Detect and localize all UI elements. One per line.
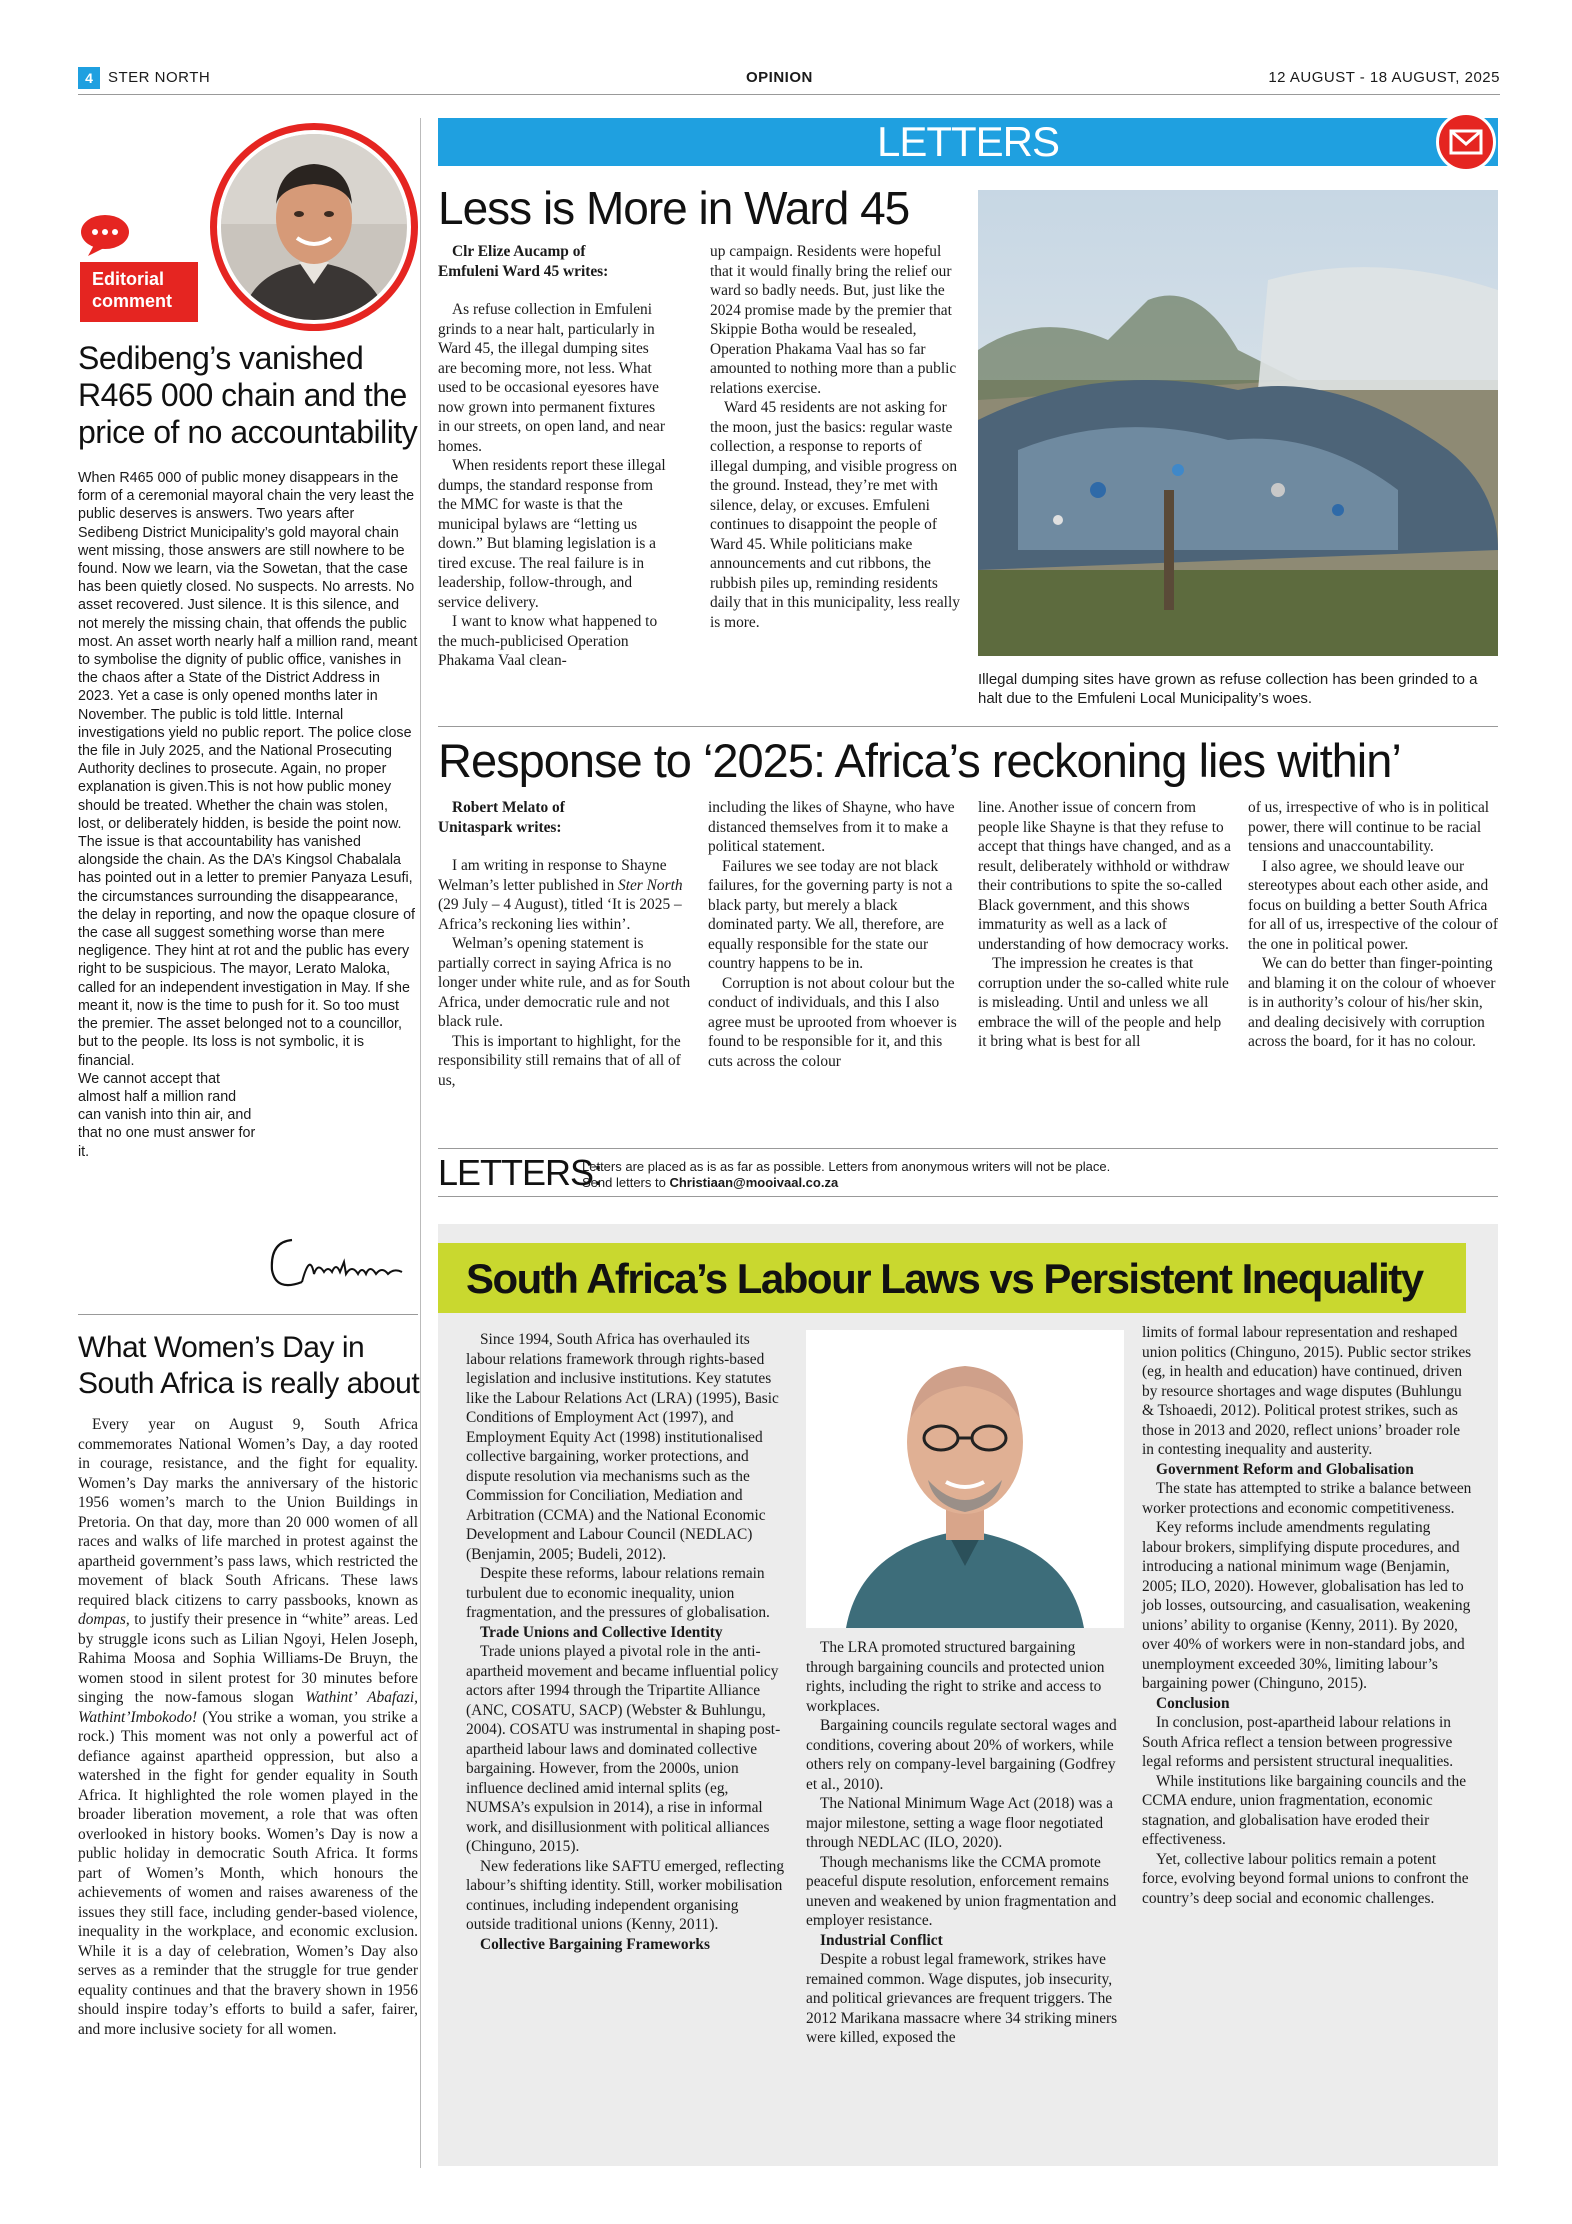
- header-rule: [78, 94, 1500, 95]
- womens-day-body: [78, 1415, 418, 2039]
- womens-day-paragraph: Every year on August 9, South Africa commemorates National Women’s Day, a day rooted in courage, resistance, and the fight for equality. Women’s Day marks the anniversary of the historic 1956 women’s march to the Union Buildings in Pretoria. On that day, more than 20 000 women of all races and walks of life marched in protest against the apartheid government’s pass laws, which restricted the movement of black South Africans. These laws required black citizens to carry passbooks, known as dompas, to justify their presence in “white” areas. Led by struggle icons such as Lilian Ngoyi, Helen Joseph, Rahima Moosa and Sophia Williams-De Bruyn, the women stood in silent protest for 30 minutes before singing the now-famous slogan Wathint’ Abafazi, Wathint’Imbokodo! (You strike a woman, you strike a rock.) This moment was not only a powerful act of defiance against apartheid oppression, but also a watershed in the fight for gender equality in South Africa. It highlighted the role women played in the broader liberation movement, a role that was often overlooked in history books. Women’s Day is now a public holiday in democratic South Africa. It forms part of Women’s Month, which honours the achievements of women and raises awareness of the issues they still face, including gender-based violence, inequality in the workplace, and economic exclusion. While it is a day of celebration, Women’s Day also serves as a reminder that the struggle for true gender equality continues and that the bravery shown in 1956 should inspire today’s efforts to build a safer, fairer, and more inclusive society for all women.: [78, 1416, 419, 2038]
- response-headline: Response to ‘2025: Africa’s reckoning lies within’: [438, 734, 1401, 787]
- section-rule: [78, 1314, 418, 1315]
- ward45-paragraph: As refuse collection in Emfuleni grinds to a near halt, particularly in Ward 45, the illegal dumping sites are becoming more, not less. What used to be occasional eyesores have now grown into permanent fixtures in our streets, on open land, and near homes.: [438, 301, 665, 455]
- editorial-paragraph: When R465 000 of public money disappears in the form of a ceremonial mayoral chain the very least the public deserves is answers. Two years after Sedibeng District Municipality’s gold mayoral chain went missing, those answers are still nowhere to be found. Now we learn, via the Sowetan, that the case has been quietly closed. No suspects. No arrests. No asset recovered. Just silence. It is this silence, and not merely the missing chain, that offends the public most. An asset worth nearly half a million rand, meant to symbolise the dignity of public office, vanishes in the chaos after a State of the District Address in 2023. Yet a case is only opened months later in November. The public is told little. Internal investigations yield no public report. The police close the file in July 2025, and the National Prosecuting Authority declines to prosecute. Again, no proper explanation is given.This is not how public money should be treated. Whether the chain was stolen, lost, or deliberately hidden, is beside the point now. The issue is that accountability has vanished alongside the chain. As the DA’s Kingsol Chabalala has pointed out in a letter to premier Panyaza Lesufi, the circumstances surrounding the disappearance, the delay in reporting, and now the opaque closure of the case all suggest something worse than mere negligence. They hint at rot and the public has every right to be suspicious. The mayor, Lerato Maloka, called for an independent investigation in May. If she meant it, now is the time to push for it. So too must the premier. The asset belonged not to a councillor, but to the people. Its loss is not symbolic, it is financial.: [78, 470, 418, 1069]
- section-rule: [438, 726, 1498, 727]
- response-column-2: [708, 798, 963, 1071]
- photo-caption: Illegal dumping sites have grown as refuse collection has been grinded to a halt due to the Emfuleni Local Municipality’s woes.: [978, 671, 1478, 707]
- labour-column-1: [466, 1330, 786, 1954]
- ward45-paragraph: I want to know what happened to the much-publicised Operation Phakama Vaal clean-: [438, 613, 658, 669]
- ward45-byline: Clr Elize Aucamp of: [452, 243, 586, 260]
- response-paragraph: of us, irrespective of who is in political power, there will continue to be racial tensions and unaccountability.: [1248, 799, 1490, 855]
- ward45-column-2: [710, 242, 960, 632]
- editorial-paragraph: We cannot accept that almost half a million rand can vanish into thin air, and that no one must answer for it.: [78, 1070, 256, 1160]
- section-rule: [438, 1148, 1498, 1149]
- response-byline: Robert Melato of: [452, 799, 565, 816]
- labour-column-3: [1142, 1323, 1472, 1908]
- womens-day-headline: What Women’s Day in South Africa is really about: [78, 1331, 420, 1400]
- dumping-site-photo: [978, 190, 1498, 656]
- response-column-3: [978, 798, 1233, 1052]
- response-paragraph: including the likes of Shayne, who have distanced themselves from it to make a political statement.: [708, 799, 955, 855]
- labour-subheading: Trade Unions and Collective Identity: [480, 1623, 723, 1641]
- labour-paragraph: Despite a robust legal framework, strikes have remained common. Wage disputes, job insecurity, and political grievances are frequent triggers. The 2012 Marikana massacre where 34 striking miners were killed, exposed the: [806, 1951, 1118, 2046]
- ward45-byline: Emfuleni Ward 45 writes:: [438, 262, 609, 280]
- labour-paragraph: Since 1994, South Africa has overhauled its labour relations framework through rights-based legislation and inclusive institutions. Key statutes like the Labour Relations Act (LRA) (1995), Basic Conditions of Employment Act (1997), and Employment Equity Act (1998) institutionalised collective bargaining, worker protections, and dispute resolution via mechanisms such as the Commission for Conciliation, Mediation and Arbitration (CCMA) and the National Economic Development and Labour Council (NEDLAC) (Benjamin, 2005; Budeli, 2012).: [466, 1331, 779, 1563]
- letters-footer-label: LETTERS:: [438, 1152, 603, 1193]
- response-paragraph: We can do better than finger-pointing and blaming it on the colour of whoever is in authority’s colour of his/her skin, and dealing decisively with corruption across the board, for it has no colour.: [1248, 955, 1496, 1050]
- response-paragraph: I am writing in response to Shayne Welman’s letter published in Ster North (29 July – 4 August), titled ‘It is 2025 – Africa’s reckoning lies within’.: [438, 857, 683, 933]
- labour-paragraph: Though mechanisms like the CCMA promote peaceful dispute resolution, enforcement remains uneven and weakened by union fragmentation and employer resistance.: [806, 1853, 1117, 1929]
- labour-paragraph: The LRA promoted structured bargaining through bargaining councils and protected union rights, including the right to strike and access to workplaces.: [806, 1639, 1105, 1715]
- labour-column-2: [806, 1638, 1124, 2048]
- labour-paragraph: While institutions like bargaining councils and the CCMA endure, union fragmentation, economic stagnation, and globalisation have eroded their effectiveness.: [1142, 1772, 1467, 1848]
- ward45-paragraph: Ward 45 residents are not asking for the moon, just the basics: regular waste collection, a response to reports of illegal dumping, and visible progress on the ground. Instead, they’re met with silence, delay, or excuses. Emfuleni continues to disappoint the people of Ward 45. While politicians make announcements and cut ribbons, the rubbish piles up, reminding residents daily that in this municipality, less really is more.: [710, 399, 960, 631]
- response-paragraph: I also agree, we should leave our stereotypes about each other aside, and focus on building a better South Africa for all of us, irrespective of the colour of the one in political power.: [1248, 857, 1499, 953]
- labour-paragraph: Trade unions played a pivotal role in the anti-apartheid movement and became influential policy actors after 1994 through the Tripartite Alliance (ANC, COSATU, SACP) (Webster & Buhlungu, 2004). COSATU was instrumental in shaping post-apartheid labour laws and dominated collective bargaining. However, from the 2000s, union influence declined amid internal splits (eg, NUMSA’s expulsion in 2014), a rise in informal work, and disillusionment with political alliances (Chinguno, 2015).: [466, 1643, 781, 1855]
- labour-paragraph: Bargaining councils regulate sectoral wages and conditions, covering about 20% of workers, while others rely on company-level bargaining (Godfrey et al., 2010).: [806, 1717, 1117, 1793]
- labour-paragraph: Yet, collective labour politics remain a potent force, evolving beyond formal unions to confront the country’s deep social and economic challenges.: [1142, 1850, 1469, 1907]
- ward45-paragraph: When residents report these illegal dumps, the standard response from the MMC for waste is that the municipal bylaws are “letting us down.” But blaming legislation is a tired excuse. The real failure is in leadership, follow-through, and service delivery.: [438, 457, 666, 611]
- response-byline: Unitaspark writes:: [438, 818, 562, 836]
- editorial-badge-line2: comment: [92, 291, 173, 311]
- labour-paragraph: In conclusion, post-apartheid labour relations in South Africa reflect a tension between progressive legal reforms and persistent structural inequalities.: [1142, 1714, 1454, 1770]
- letters-banner-title: LETTERS: [876, 118, 1060, 165]
- response-paragraph: line. Another issue of concern from people like Shayne is that they refuse to accept that things have changed, and as a result, deliberately withhold or withdraw their contributions to spite the so-called Black government, and this shows immaturity as well as a lack of understanding of how democracy works.: [978, 799, 1231, 953]
- labour-paragraph: The National Minimum Wage Act (2018) was a major milestone, setting a wage floor negotiated through NEDLAC (ILO, 2020).: [806, 1795, 1113, 1851]
- editor-photo: [221, 134, 407, 320]
- labour-paragraph: New federations like SAFTU emerged, reflecting labour’s shifting identity. Still, worker mobilisation continues, including independent organising outside traditional unions (Kenny, 2011).: [466, 1857, 785, 1933]
- speech-bubble-icon: [80, 212, 134, 256]
- section-rule: [438, 1196, 1498, 1197]
- editor-signature: [262, 1222, 412, 1302]
- letters-email-link[interactable]: Christiaan@mooivaal.co.za: [669, 1175, 839, 1190]
- labour-paragraph: Despite these reforms, labour relations remain turbulent due to economic inequality, union fragmentation, and the pressures of globalisation.: [466, 1565, 770, 1621]
- section-name: OPINION: [746, 69, 813, 86]
- labour-subheading: Government Reform and Globalisation: [1156, 1460, 1414, 1478]
- letters-footer-text: Letters are placed as is as far as possible. Letters from anonymous writers will not be place. Send letters to Christiaan@mooivaal.co.za: [582, 1159, 1111, 1190]
- paper-name: STER NORTH: [108, 69, 211, 86]
- author-photo: [806, 1330, 1124, 1628]
- labour-paragraph: limits of formal labour representation and reshaped union politics (Chinguno, 2015). Public sector strikes (eg, in health and education) have continued, driven by resource shortages and wage disputes (Buhlungu & Tshoaedi, 2012). Political protest strikes, such as those in 2013 and 2020, reflect unions’ broader role in contesting inequality and austerity.: [1142, 1324, 1472, 1458]
- ward45-paragraph: up campaign. Residents were hopeful that it would finally bring the relief our ward so badly needs. But, just like the 2024 promise made by the premier that Skippie Botha would be resealed, Operation Phakama Vaal has so far amounted to nothing more than a public relations exercise.: [710, 243, 957, 397]
- labour-subheading: Collective Bargaining Frameworks: [480, 1935, 710, 1953]
- labour-subheading: Industrial Conflict: [820, 1931, 943, 1949]
- editorial-badge: [80, 262, 198, 322]
- ward45-headline: Less is More in Ward 45: [438, 182, 910, 234]
- labour-paragraph: The state has attempted to strike a balance between worker protections and economic competitiveness.: [1142, 1480, 1472, 1517]
- editorial-body: [78, 469, 418, 1161]
- editorial-headline: Sedibeng’s vanished R465 000 chain and the price of no accountability: [78, 340, 418, 450]
- response-paragraph: Welman’s opening statement is partially correct in saying Africa is no longer under white rule, and as for South Africa, under democratic rule and not black rule.: [438, 935, 691, 1030]
- response-paragraph: Corruption is not about colour but the conduct of individuals, and this I also agree must be uprooted from whoever is found to be responsible for it, and this cuts across the colour: [708, 974, 957, 1070]
- editorial-badge-line1: Editorial: [92, 269, 165, 289]
- page-number: 4: [78, 67, 100, 89]
- response-column-4: [1248, 798, 1498, 1052]
- column-divider: [420, 118, 421, 2168]
- response-paragraph: The impression he creates is that corruption under the so-called white rule is misleading. Until and unless we all embrace the will of the people and help it bring what is best for all: [978, 955, 1229, 1050]
- ward45-column-1: [438, 242, 666, 671]
- labour-subheading: Conclusion: [1156, 1694, 1230, 1712]
- labour-headline: South Africa’s Labour Laws vs Persistent Inequality: [466, 1255, 1423, 1302]
- envelope-icon: [1436, 112, 1496, 172]
- labour-paragraph: Key reforms include amendments regulating labour brokers, simplifying dispute procedures, and introducing a national minimum wage (Benjamin, 2005; ILO, 2020). However, globalisation has led to job losses, outsourcing, and casualisation, weakening unions’ ability to organise (Kenny, 2011). By 2020, over 40% of workers were in non-standard jobs, and unemployment exceeded 30%, limiting labour’s bargaining power (Chinguno, 2015).: [1142, 1519, 1471, 1692]
- response-column-1: [438, 798, 693, 1090]
- issue-date: 12 AUGUST - 18 AUGUST, 2025: [1268, 69, 1500, 86]
- response-paragraph: This is important to highlight, for the responsibility still remains that of all of us,: [438, 1032, 681, 1089]
- response-paragraph: Failures we see today are not black failures, for the governing party is not a black party, but merely a black dominated party. We all, therefore, are equally responsible for the state our country happens to be in.: [708, 857, 953, 972]
